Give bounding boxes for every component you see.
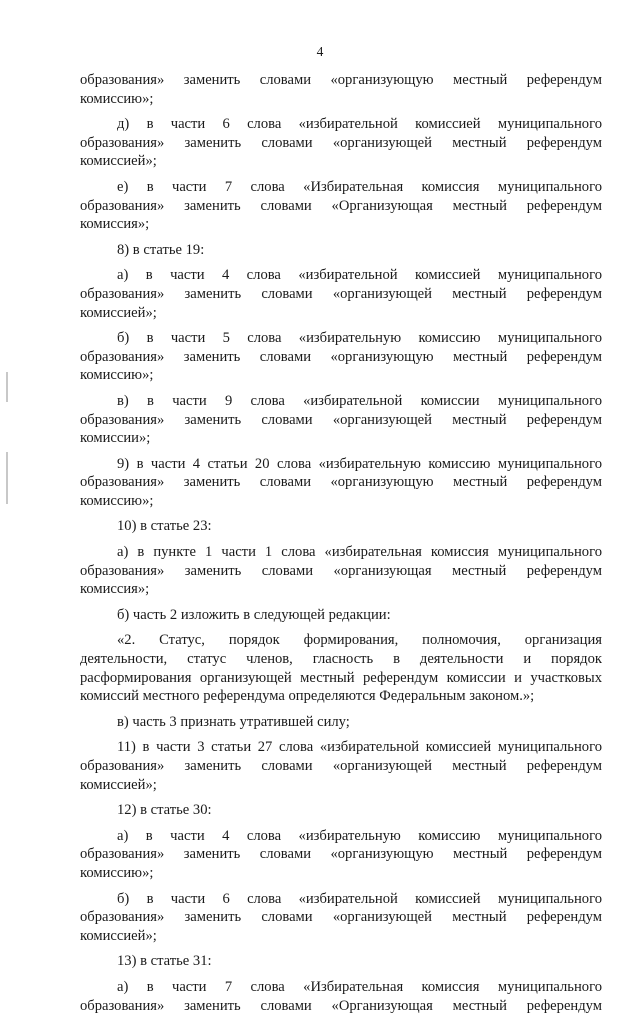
text-line: б) в части 5 слова «избирательную комиссию муниципального bbox=[117, 330, 602, 347]
text-line: образования» заменить словами «организующую местный референдум bbox=[80, 348, 602, 365]
text-line: деятельности, статус членов, гласность в деятельности и порядок bbox=[80, 651, 602, 668]
text-line: в) часть 3 признать утратившей силу; bbox=[117, 713, 350, 730]
text-line: образования» заменить словами «организующую местный референдум bbox=[80, 72, 602, 88]
paragraph bbox=[80, 517, 602, 536]
paragraph-gap bbox=[80, 624, 602, 631]
text-line: 9) в части 4 статьи 20 слова «избирательную комиссию муниципального bbox=[117, 455, 602, 472]
paragraph-gap bbox=[80, 731, 602, 738]
paragraph bbox=[80, 890, 602, 946]
text-line: 10) в статье 23: bbox=[117, 518, 212, 535]
text-line: в) в части 9 слова «избирательной комиссии муниципального bbox=[117, 392, 602, 409]
paragraph bbox=[80, 455, 602, 511]
text-line: образования» заменить словами «организующей местный референдум bbox=[80, 758, 602, 774]
paragraph-gap bbox=[80, 945, 602, 952]
paragraph-gap bbox=[80, 108, 602, 115]
paragraph-gap bbox=[80, 171, 602, 178]
text-line: а) в части 7 слова «Избирательная комиссия муниципального bbox=[117, 978, 602, 995]
text-line: расформирования организующей местный референдум комиссии и участковых bbox=[80, 669, 602, 686]
paragraph bbox=[80, 738, 602, 794]
paragraph-gap bbox=[80, 536, 602, 543]
paragraph-gap bbox=[80, 971, 602, 978]
paragraph bbox=[80, 329, 602, 385]
text-line: образования» заменить словами «Организующая местный референдум bbox=[80, 197, 602, 214]
text-line: б) в части 6 слова «избирательной комиссией муниципального bbox=[117, 890, 602, 907]
text-line: а) в пункте 1 части 1 слова «избирательная комиссия муниципального bbox=[117, 544, 602, 561]
text-line: комиссию»; bbox=[80, 864, 154, 881]
text-line: комиссия»; bbox=[80, 216, 150, 233]
paragraph-gap bbox=[80, 385, 602, 392]
text-line: д) в части 6 слова «избирательной комиссией муниципального bbox=[117, 116, 602, 133]
paragraph bbox=[80, 392, 602, 448]
paragraph bbox=[80, 178, 602, 234]
text-line: комиссий местного референдума определяются Федеральным законом.»; bbox=[80, 688, 535, 705]
text-line: образования» заменить словами «организующая местный референдум bbox=[80, 562, 602, 579]
text-line: комиссией»; bbox=[80, 776, 157, 793]
scan-margin-mark bbox=[6, 452, 8, 504]
paragraph bbox=[80, 713, 602, 732]
text-line: б) часть 2 изложить в следующей редакции: bbox=[117, 606, 391, 623]
paragraph bbox=[80, 978, 602, 1015]
paragraph bbox=[80, 115, 602, 171]
paragraph bbox=[80, 606, 602, 625]
scan-margin-mark bbox=[6, 372, 8, 402]
paragraph bbox=[80, 827, 602, 883]
page-number: 4 bbox=[316, 44, 324, 59]
text-line: комиссию»; bbox=[80, 90, 154, 107]
paragraph bbox=[80, 241, 602, 260]
paragraph-gap bbox=[80, 510, 602, 517]
text-line: образования» заменить словами «Организующая местный референдум bbox=[80, 997, 602, 1014]
text-line: 12) в статье 30: bbox=[117, 802, 212, 819]
paragraph bbox=[80, 71, 602, 108]
text-line: «2. Статус, порядок формирования, полномочия, организация bbox=[117, 632, 602, 649]
paragraph-gap bbox=[80, 448, 602, 455]
text-line: комиссии»; bbox=[80, 430, 151, 447]
text-line: комиссия»; bbox=[80, 581, 150, 598]
text-line: комиссией»; bbox=[80, 927, 157, 944]
paragraph bbox=[80, 631, 602, 705]
text-line: образования» заменить словами «организующей местный референдум bbox=[80, 411, 602, 428]
text-line: образования» заменить словами «организующей местный референдум bbox=[80, 285, 602, 302]
document-body bbox=[80, 71, 602, 1015]
text-line: образования» заменить словами «организующую местный референдум bbox=[80, 846, 602, 863]
paragraph-gap bbox=[80, 883, 602, 890]
paragraph bbox=[80, 952, 602, 971]
text-line: образования» заменить словами «организующей местный референдум bbox=[80, 909, 602, 926]
text-line: комиссию»; bbox=[80, 492, 154, 509]
text-line: 8) в статье 19: bbox=[117, 241, 205, 258]
text-line: е) в части 7 слова «Избирательная комиссия муниципального bbox=[117, 178, 602, 195]
paragraph-gap bbox=[80, 234, 602, 241]
paragraph-gap bbox=[80, 259, 602, 266]
text-line: образования» заменить словами «организующей местный референдум bbox=[80, 134, 602, 151]
paragraph-gap bbox=[80, 322, 602, 329]
text-line: а) в части 4 слова «избирательную комиссию муниципального bbox=[117, 827, 602, 844]
paragraph bbox=[80, 543, 602, 599]
paragraph-gap bbox=[80, 820, 602, 827]
paragraph-gap bbox=[80, 706, 602, 713]
text-line: комиссией»; bbox=[80, 153, 157, 170]
text-line: комиссию»; bbox=[80, 367, 154, 384]
paragraph bbox=[80, 801, 602, 820]
paragraph-gap bbox=[80, 599, 602, 606]
paragraph-gap bbox=[80, 794, 602, 801]
text-line: комиссией»; bbox=[80, 304, 157, 321]
text-line: 11) в части 3 статьи 27 слова «избирательной комиссией муниципального bbox=[117, 739, 602, 756]
text-line: образования» заменить словами «организующую местный референдум bbox=[80, 474, 602, 491]
text-line: а) в части 4 слова «избирательной комиссией муниципального bbox=[117, 267, 602, 284]
paragraph bbox=[80, 266, 602, 322]
text-line: 13) в статье 31: bbox=[117, 953, 212, 970]
